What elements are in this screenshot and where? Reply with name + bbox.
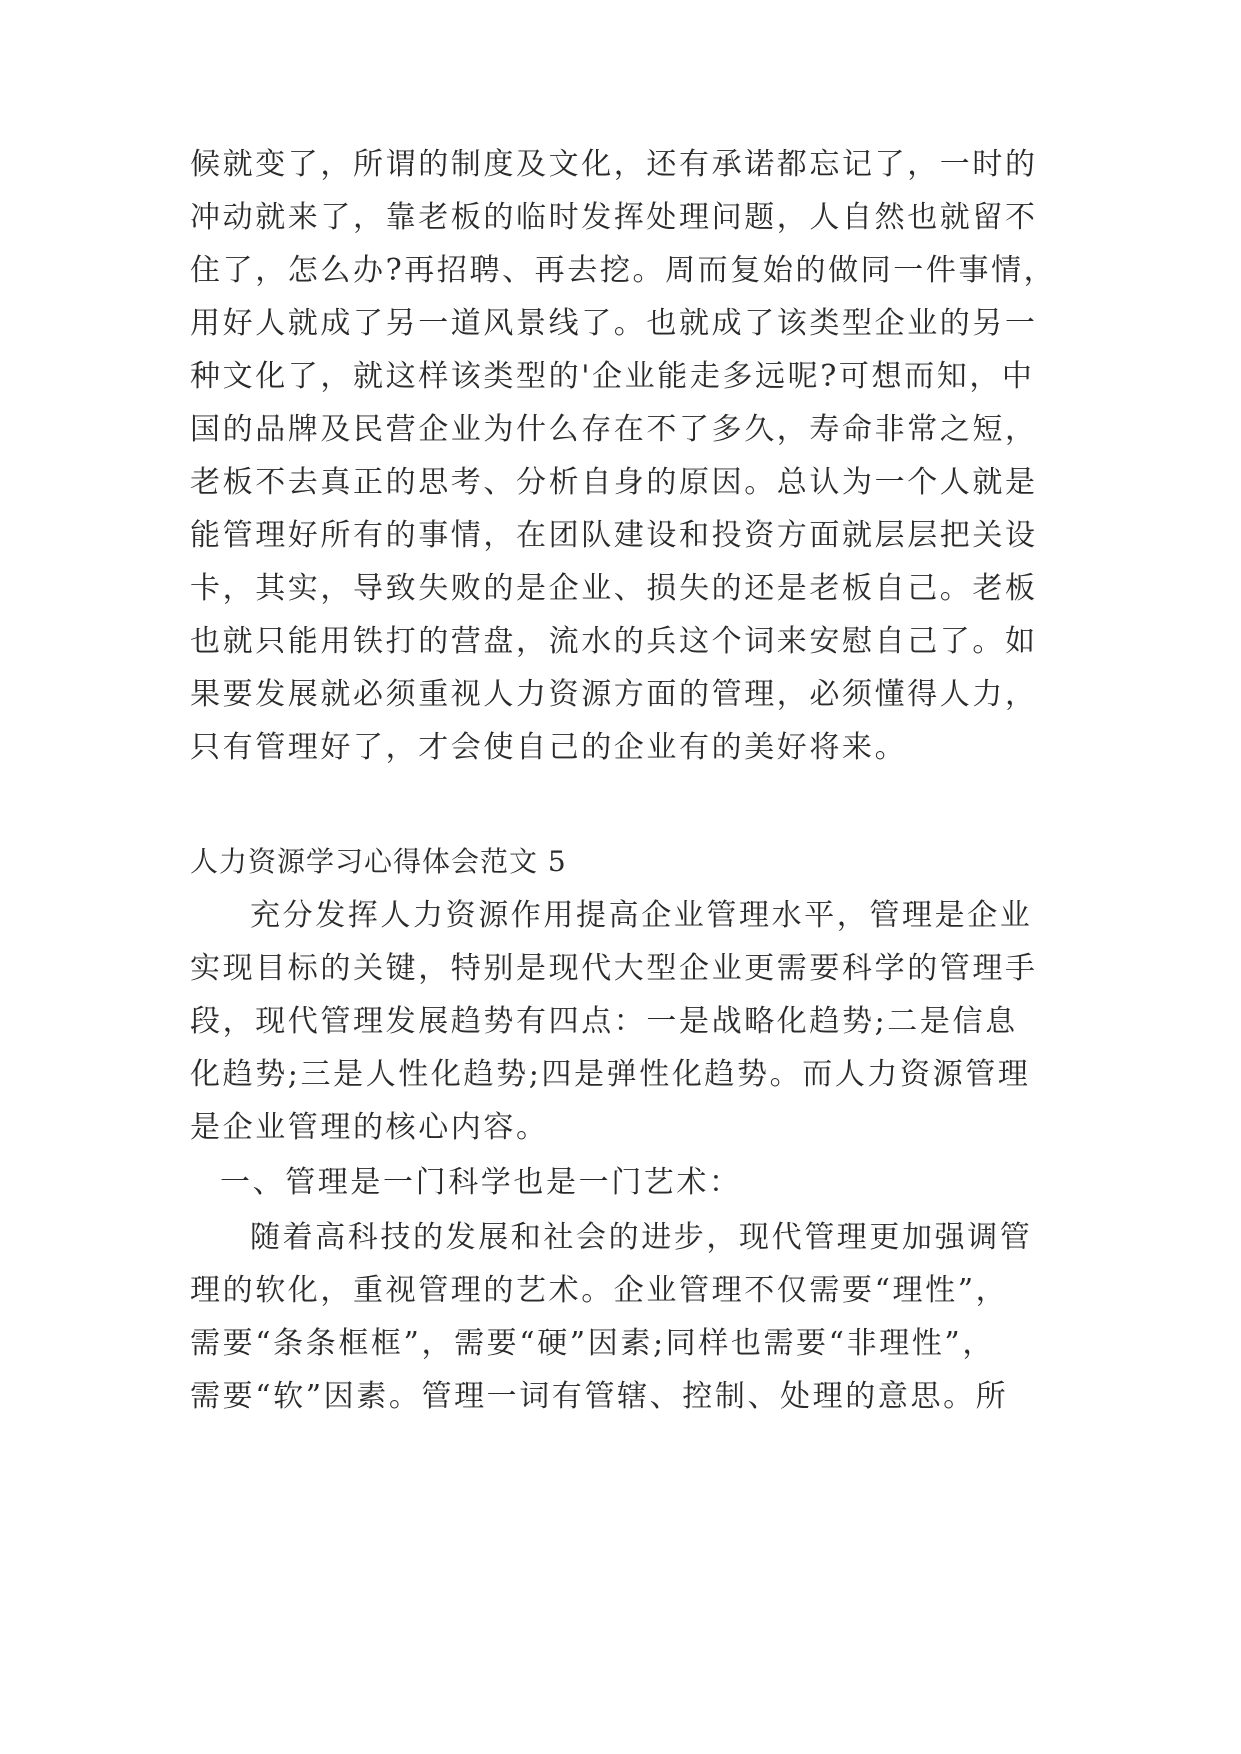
paragraph-1-line: 冲动就来了，靠老板的临时发挥处理问题，人自然也就留不 (190, 200, 1038, 235)
subheading: 一、管理是一门科学也是一门艺术： (220, 1165, 742, 1200)
paragraph-1-line: 国的品牌及民营企业为什么存在不了多久，寿命非常之短， (190, 412, 1038, 447)
paragraph-3-line: 需要“软”因素。管理一词有管辖、控制、处理的意思。所 (190, 1379, 1009, 1414)
paragraph-1-line: 种文化了，就这样该类型的'企业能走多远呢?可想而知，中 (190, 359, 1035, 394)
section-title: 人力资源学习心得体会范文 5 (190, 845, 567, 878)
paragraph-1-line: 只有管理好了，才会使自己的企业有的美好将来。 (190, 730, 908, 765)
paragraph-1-line: 候就变了，所谓的制度及文化，还有承诺都忘记了，一时的 (190, 147, 1038, 182)
paragraph-3-line: 随着高科技的发展和社会的进步，现代管理更加强调管 (250, 1220, 1033, 1255)
paragraph-1-line: 住了，怎么办?再招聘、再去挖。周而复始的做同一件事情， (190, 253, 1057, 288)
paragraph-1-line: 能管理好所有的事情，在团队建设和投资方面就层层把关设 (190, 518, 1038, 553)
paragraph-2-line: 化趋势;三是人性化趋势;四是弹性化趋势。而人力资源管理 (190, 1057, 1031, 1092)
paragraph-3-line: 理的软化，重视管理的艺术。企业管理不仅需要“理性”， (190, 1273, 1009, 1308)
paragraph-3-line: 需要“条条框框”，需要“硬”因素;同样也需要“非理性”， (190, 1326, 995, 1361)
paragraph-1-line: 也就只能用铁打的营盘，流水的兵这个词来安慰自己了。如 (190, 624, 1038, 659)
paragraph-1-line: 老板不去真正的思考、分析自身的原因。总认为一个人就是 (190, 465, 1038, 500)
paragraph-2-line: 是企业管理的核心内容。 (190, 1110, 549, 1145)
paragraph-2-line: 段，现代管理发展趋势有四点：一是战略化趋势;二是信息 (190, 1004, 1018, 1039)
paragraph-2-line: 充分发挥人力资源作用提高企业管理水平，管理是企业 (250, 898, 1033, 933)
paragraph-1-line: 果要发展就必须重视人力资源方面的管理，必须懂得人力， (190, 677, 1038, 712)
paragraph-2-line: 实现目标的关键，特别是现代大型企业更需要科学的管理手 (190, 951, 1038, 986)
paragraph-1-line: 卡，其实，导致失败的是企业、损失的还是老板自己。老板 (190, 571, 1038, 606)
paragraph-1-line: 用好人就成了另一道风景线了。也就成了该类型企业的另一 (190, 306, 1038, 341)
